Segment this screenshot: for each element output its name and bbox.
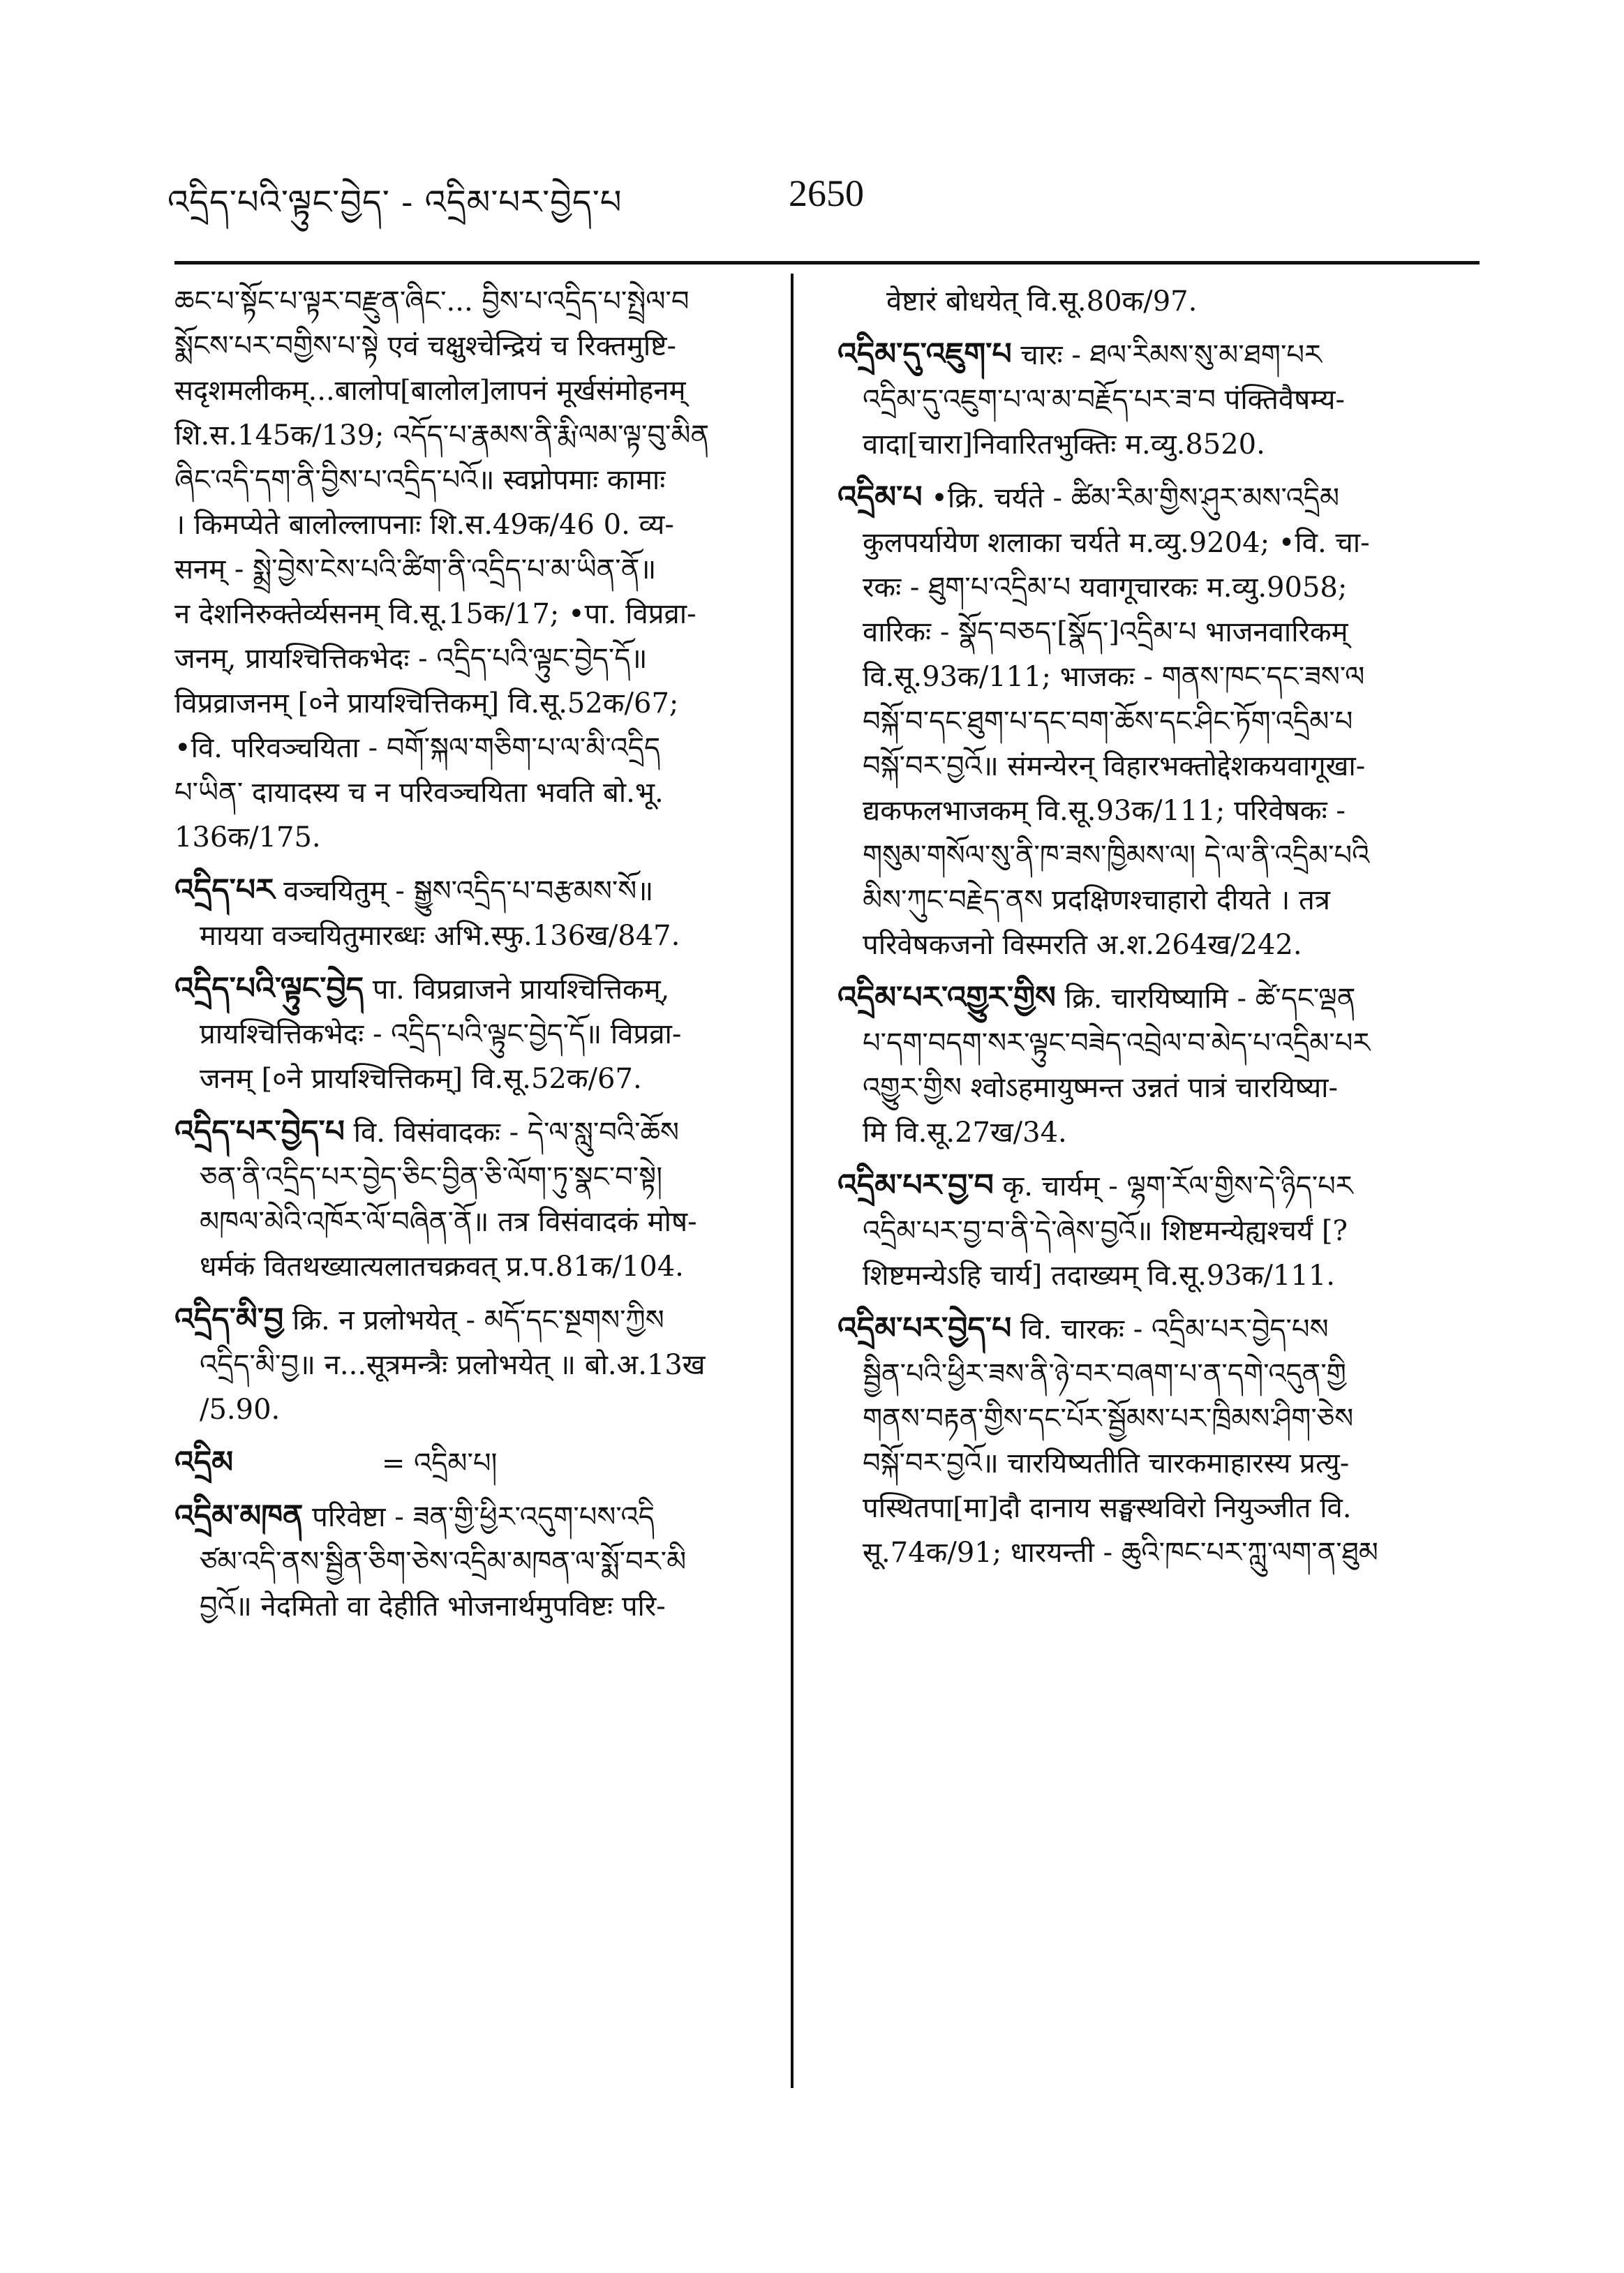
entry-headword: འདྲིམ་པར་འགྱུར་གྱིས (837, 980, 1056, 1015)
text-line: ཞིང་འདི་དག་ནི་བྱིས་པ་འདྲིད་པའོ॥ स्वप्नोपमाः कामाः (174, 464, 666, 496)
text-line: सदृशमलीकम्...बालोप[बालोल]लापनं मूर्खसंमोहनम् (174, 375, 686, 407)
entry-text: གསུམ་གསོལ་སུ་ནི་ཁ་ཟས་ཁྱིམས་ལ། དེ་ལ་ནི་འདྲིམ་པའི (863, 840, 1370, 872)
entry-text: मायया वञ्चयितुमारब्धः अभि.स्फु.136ख/847. (200, 920, 680, 952)
entry-text: = འདྲིམ་པ། (381, 1447, 498, 1480)
left-column (174, 279, 775, 1637)
entry-text: कृ. चार्यम् - ལྷག་རོལ་གྱིས་དེ་ཉིད་པར (1002, 1170, 1353, 1202)
entry-text: སྦྱིན་པའི་ཕྱིར་ཟས་ནི་ཉེ་བར་བཞག་པ་ན་དགེ་འདུན་གྱི (863, 1358, 1346, 1390)
entry-headword: འདྲིམ་དུ་འཇུག་པ (837, 336, 1012, 372)
entry-text: •क्रि. चर्यते - ཚིམ་རིམ་གྱིས་ཤུར་མས་འདྲིམ (931, 482, 1340, 514)
entry-text: क्रि. न प्रलोभयेत् - མདོ་དང་སྔགས་ཀྱིས (292, 1304, 664, 1336)
entry-text: परिवेषकजनो विस्मरति अ.श.264ख/242. (863, 929, 1302, 961)
left-continuation (174, 279, 775, 860)
entry-text: प्रायश्चित्तिकभेदः - འདྲིད་པའི་ལྟུང་བྱེད་དོ॥ विप्रव्रा- (200, 1018, 682, 1050)
dictionary-entry (174, 868, 775, 958)
dictionary-entry (837, 976, 1452, 1155)
dictionary-entry (174, 1110, 775, 1289)
dictionary-entry (174, 1440, 775, 1486)
text-line: शि.स.145क/139; འདོད་པ་རྣམས་ནི་རྨི་ལམ་ལྟ་བུ་མིན (174, 419, 710, 452)
entry-text: रकः - ཐུག་པ་འདྲིམ་པ यवागूचारकः म.व्यु.9058; (863, 572, 1348, 604)
entry-text: चारः - ཐལ་རིམས་སུ་མ་ཐག་པར (1020, 339, 1322, 371)
entry-text: जनम् [०ने प्रायश्चित्तिकम्] वि.सू.52क/67. (200, 1063, 642, 1095)
dictionary-entry (837, 332, 1452, 467)
dictionary-entry (837, 475, 1452, 967)
text-line: न देशनिरुक्तेर्व्यसनम् वि.सू.15क/17; •पा. विप्रव्रा- (174, 598, 696, 630)
entry-text: གནས་བརྟན་གྱིས་དང་པོར་སྦྱོམས་པར་ཁྲིམས་ཤིག་ཅེས (863, 1403, 1354, 1435)
dictionary-entry (174, 967, 775, 1101)
entry-text: པ་དག་བདག་སར་ལྟུང་བཟེད་འབྲེལ་བ་མེད་པ་འདྲིམ་པར (863, 1027, 1371, 1059)
entry-text: शिष्टमन्येऽहि चार्य] तदाख्यम् वि.सू.93क/111. (863, 1260, 1335, 1292)
text-line: པ་ཡིན་ दायादस्य च न परिवञ्चयिता भवति बो.भू. (174, 777, 664, 809)
header-rule (174, 261, 1480, 264)
entry-text: वञ्चयितुम् - སྒྱུས་འདྲིད་པ་བརྩམས་སོ॥ (283, 875, 654, 907)
entry-text: वि.सू.93क/111; भाजकः - གནས་ཁང་དང་ཟས་ལ (863, 661, 1365, 693)
entry-text: परिवेष्टा - ཟན་གྱི་ཕྱིར་འདུག་པས་འདི (312, 1501, 655, 1533)
entry-text: द्यकफलभाजकम् वि.सू.93क/111; परिवेषकः - (863, 795, 1346, 827)
entry-text: क्रि. चारयिष्यामि - ཚེ་དང་ལྡན (1064, 983, 1356, 1015)
entry-headword: འདྲིད་པའི་ལྟུང་བྱེད (174, 971, 364, 1006)
entry-text: འདྲིད་མི་བྱ॥ न...सूत्रमन्त्रैः प्रलोभयेत् ॥ बो.अ.13ख (200, 1349, 706, 1381)
text-line: वेष्टारं बोधयेत् वि.सू.80क/97. (886, 285, 1198, 318)
entry-text: འགྱུར་གྱིས श्वोऽहमायुष्मन्त उन्नतं पात्रं चारयिष्या- (863, 1072, 1339, 1104)
text-line: सनम् - སྨྲེ་བྱེས་ངེས་པའི་ཚིག་ནི་འདྲིད་པ་མ་ཡིན་ནོ॥ (174, 553, 657, 586)
entry-text: मि वि.सू.27ख/34. (863, 1117, 1067, 1149)
entry-text: वि. विसंवादकः - དེ་ལ་སླུ་བའི་ཆོས (353, 1117, 679, 1149)
entry-text: पस्थितपा[मा]दौ दानाय सङ्घस्थविरो नियुञ्जीत वि. (863, 1492, 1352, 1524)
entry-text: བསྐོ་བ་དང་ཐུག་པ་དང་བག་ཆོས་དང་ཤིང་ཏོག་འདྲིམ་པ (863, 706, 1353, 738)
entry-text: वि. चारकः - འདྲིམ་པར་བྱེད་པས (1020, 1313, 1329, 1346)
dictionary-entry (174, 1297, 775, 1432)
text-line: •वि. परिवञ्चयिता - བགོ་སྐལ་གཅིག་པ་ལ་མི་འདྲིད (174, 732, 661, 764)
entry-text: ཅན་ནི་འདྲིད་པར་བྱེད་ཅིང་བྱིན་ཅི་ལོག་ཏུ་སྣང་བ་སྟེ། (200, 1161, 663, 1193)
entry-headword: འདྲིད་མི་བྱ (174, 1302, 284, 1337)
entry-headword: འདྲིམ་པར་བྱ་བ (837, 1168, 994, 1203)
entry-text: धर्मकं वितथख्यात्यलातचक्रवत् प्र.प.81क/104. (200, 1251, 684, 1283)
entry-text: वादा[चारा]निवारितभुक्तिः म.व्यु.8520. (863, 428, 1265, 461)
text-line: जनम्, प्रायश्चित्तिकभेदः - འདྲིད་པའི་ལྟུང་བྱེད་དོ॥ (174, 643, 648, 675)
entry-text: མཁལ་མེའི་འཁོར་ལོ་བཞིན་ནོ॥ तत्र विसंवादकं मोष- (200, 1206, 697, 1238)
dictionary-entry (837, 1163, 1452, 1298)
entry-text: འདྲིམ་དུ་འཇུག་པ་ལ་མ་བརྗོད་པར་ཟ་བ पंक्तिवैषम्य- (863, 384, 1345, 416)
text-line: ཆང་པ་སྟོང་པ་ལྟར་བརྫུན་ཞིང་... བྱིས་པ་འདྲིད་པ་སྤྲེལ་བ (174, 285, 690, 318)
header-range-label: འདྲིད་པའི་ལྟུང་བྱེད་ - འདྲིམ་པར་བྱེད་པ (167, 183, 623, 222)
right-continuation (837, 279, 1452, 324)
right-column (837, 279, 1452, 1583)
entry-text: བྱའོ॥ नेदमितो वा देहीति भोजनार्थमुपविष्टः परि- (200, 1590, 666, 1623)
entry-text: वारिकः - སྣོད་བཅད་[སྣོད་]འདྲིམ་པ भाजनवारिकम् (863, 616, 1348, 648)
dictionary-entry (837, 1306, 1452, 1575)
text-line: विप्रव्राजनम् [०ने प्रायश्चित्तिकम्] वि.सू.52क/67; (174, 687, 679, 720)
entry-headword: འདྲིམ་པ (837, 479, 923, 515)
entry-headword: འདྲིམ་པར་བྱེད་པ (837, 1311, 1012, 1346)
column-divider (791, 274, 794, 2088)
entry-text: ཙམ་འདི་ནས་སྦྱིན་ཅིག་ཅེས་འདྲིམ་མཁན་ལ་སྨོ་བར་མི (200, 1546, 687, 1578)
entry-text: सू.74क/91; धारयन्ती - ཆུའི་ཁང་པར་ཀླུ་ལག་ན་ཐུམ (863, 1537, 1378, 1569)
text-line: । किमप्येते बालोल्लापनाः शि.स.49क/46 0. व्य- (174, 509, 674, 541)
entry-headword: འདྲིད་པར (174, 872, 275, 908)
text-line: 136क/175. (174, 821, 321, 854)
entry-text: བསྐོ་བར་བྱའོ॥ चारयिष्यतीति चारकमाहारस्य प्रत्यु- (863, 1447, 1350, 1480)
entry-text: འདྲིམ་པར་བྱ་བ་ནི་དེ་ཞེས་བྱའོ॥ शिष्टमन्येह्यश्चर्यं [? (863, 1215, 1348, 1247)
entry-text: མིས་ཀུང་བརྗེད་ནས प्रदक्षिणश्चाहारो दीयते । तत्र (863, 884, 1330, 916)
dictionary-entry (174, 1494, 775, 1629)
entry-text: कुलपर्यायेण शलाका चर्यते म.व्यु.9204; •वि. चा- (863, 527, 1370, 559)
entry-text: पा. विप्रव्राजने प्रायश्चित्तिकम्, (372, 974, 670, 1006)
entry-headword: འདྲིད་པར་བྱེད་པ (174, 1114, 345, 1149)
text-line: སྨོངས་པར་བགྱིས་པ་སྟེ एवं चक्षुश्चेन्द्रियं च रिक्तमुष्टि- (174, 330, 677, 362)
entry-text: /5.90. (200, 1394, 281, 1426)
page-number: 2650 (789, 172, 864, 214)
entry-headword: འདྲིམ (174, 1445, 234, 1480)
entry-headword: འདྲིམ་མཁན (174, 1498, 304, 1534)
entry-text: བསྐོ་བར་བྱའོ॥ संमन्येरन् विहारभक्तोद्देशकयवागूखा- (863, 750, 1366, 782)
